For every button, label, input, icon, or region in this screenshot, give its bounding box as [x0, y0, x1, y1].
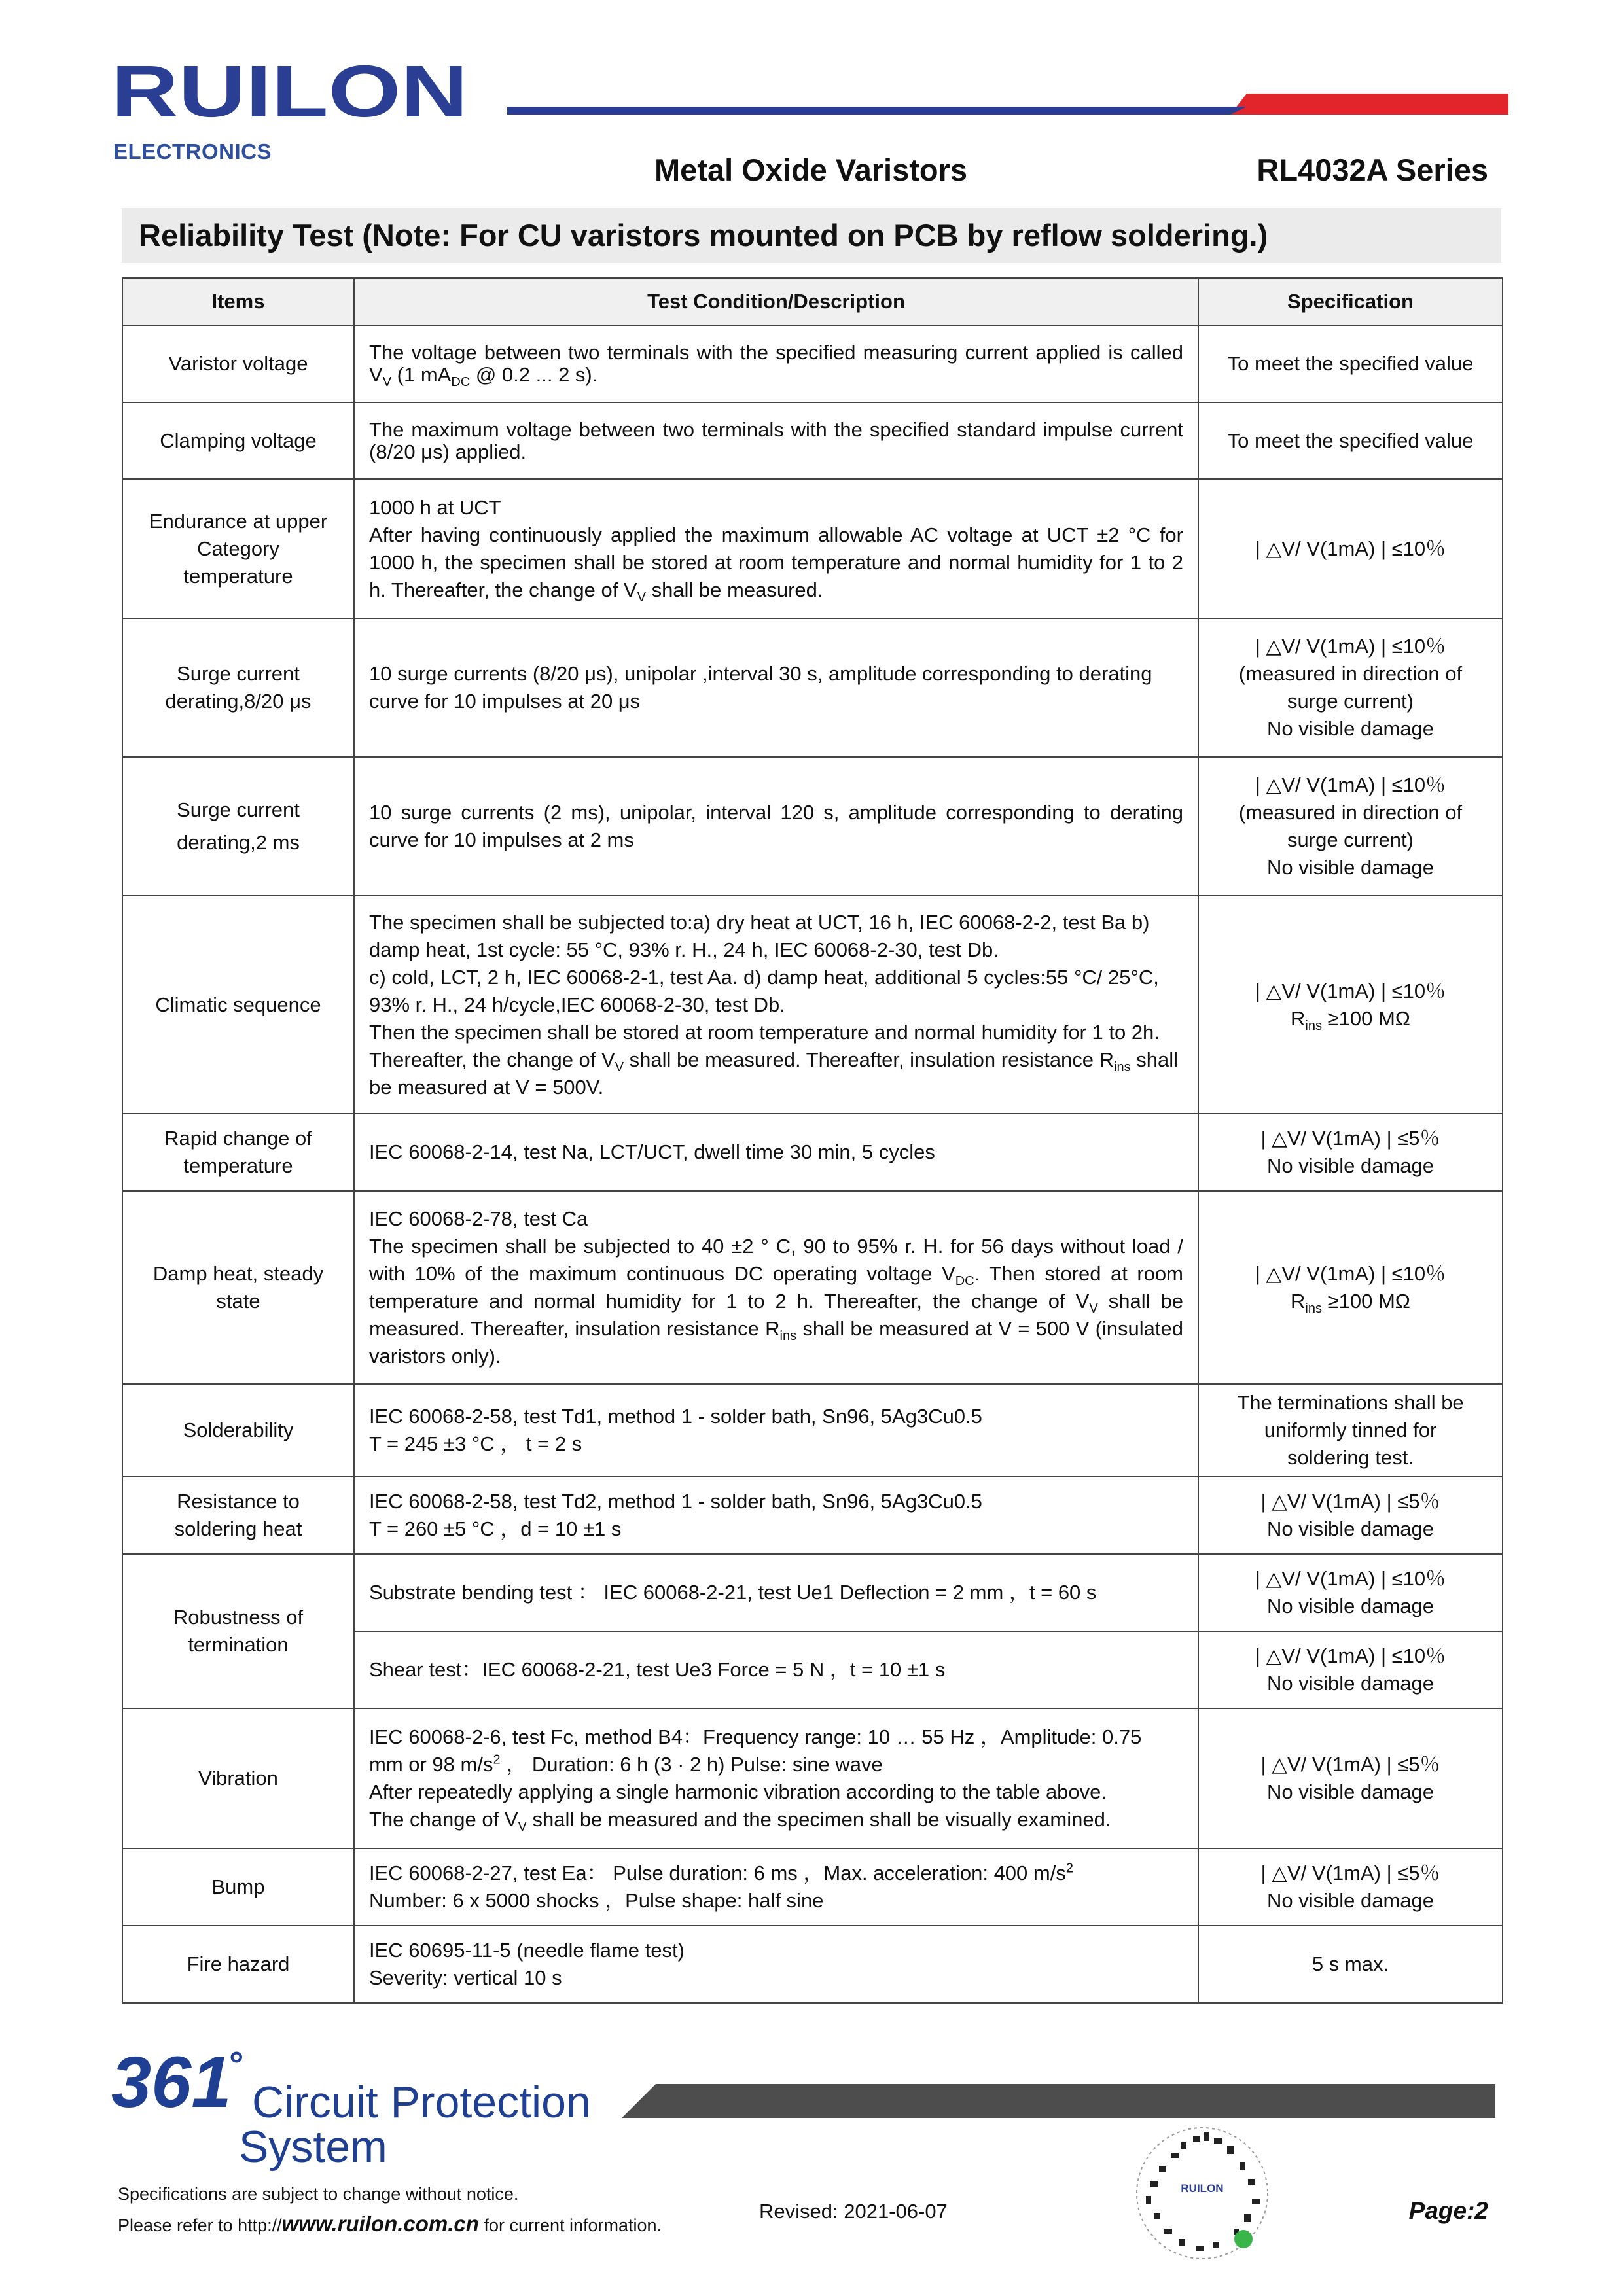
- header-stripe: [507, 94, 1508, 121]
- table-row: [122, 1708, 1503, 1848]
- table-row: [122, 757, 1503, 896]
- row-item: Endurance at upper Category temperature: [122, 479, 354, 618]
- table-row: [122, 1114, 1503, 1191]
- row-item: Climatic sequence: [122, 896, 354, 1114]
- table-row: [122, 1384, 1503, 1477]
- row-spec: | △V/ V(1mA) | ≤5％ No visible damage: [1198, 1114, 1503, 1191]
- row-spec: 5 s max.: [1198, 1926, 1503, 2003]
- row-spec: To meet the specified value: [1198, 402, 1503, 479]
- row-condition: 10 surge currents (2 ms), unipolar, interval 120 s, amplitude corresponding to derating curve for 10 impulses at 2 ms: [354, 757, 1198, 896]
- svg-text:System: System: [239, 2122, 387, 2171]
- row-item: Bump: [122, 1848, 354, 1926]
- row-spec: | △V/ V(1mA) | ≤5％ No visible damage: [1198, 1708, 1503, 1848]
- row-item: Resistance to soldering heat: [122, 1477, 354, 1554]
- row-condition: IEC 60068-2-14, test Na, LCT/UCT, dwell time 30 min, 5 cycles: [354, 1114, 1198, 1191]
- row-condition: IEC 60068-2-78, test Ca The specimen shall be subjected to 40 ±2 ° C, 90 to 95% r. H. for 56 days without load / with 10% of the maximum continuous DC operating voltage $V_{DC}$. Then stored at room temperature and normal humidity for 1 to 2 h. Thereafter, the change of $V_V$ shall be measured. Thereafter, insulation resistance $R_{ins}$ shall be measured at V = 500 V (insulated varistors only).: [354, 1191, 1198, 1384]
- table-row: [122, 896, 1503, 1114]
- svg-text:RUILON: RUILON: [1181, 2182, 1224, 2195]
- revision-date: Revised: 2021-06-07: [759, 2200, 948, 2223]
- qr-code[interactable]: [1135, 2127, 1270, 2261]
- footer-stripe: [622, 2084, 1495, 2118]
- disclaimer-note: Specifications are subject to change without notice.: [118, 2184, 519, 2204]
- table-row: [122, 618, 1503, 757]
- document-title: Metal Oxide Varistors: [654, 152, 968, 187]
- row-condition: IEC 60068-2-27, test Ea： Pulse duration: 6 ms ，Max. acceleration: 400 $m/s^2$ Number: 6 x 5000 shocks ，Pulse shape: half sine: [354, 1848, 1198, 1926]
- row-condition: IEC 60068-2-58, test Td2, method 1 - solder bath, Sn96, 5Ag3Cu0.5 T = 260 ±5 °C ，d = 10 ±1 s: [354, 1477, 1198, 1554]
- row-spec: | △V/ V(1mA) | ≤10％ (measured in direction of surge current) No visible damage: [1198, 757, 1503, 896]
- svg-text:Circuit Protection: Circuit Protection: [252, 2077, 591, 2127]
- website-note: Please refer to http://www.ruilon.com.cn for current information.: [118, 2212, 662, 2236]
- row-condition: 10 surge currents (8/20 μs), unipolar ,interval 30 s, amplitude corresponding to derating curve for 10 impulses at 20 μs: [354, 618, 1198, 757]
- row-spec: The terminations shall be uniformly tinned for soldering test.: [1198, 1384, 1503, 1477]
- row-condition: The specimen shall be subjected to:a) dry heat at UCT, 16 h, IEC 60068-2-2, test Ba b) damp heat, 1st cycle: 55 °C, 93% r. H., 24 h, IEC 60068-2-30, test Db. c) cold, LCT, 2 h, IEC 60068-2-1, test Aa. d) damp heat, additional 5 cycles:55 °C/ 25°C, 93% r. H., 24 h/cycle,IEC 60068-2-30, test Db. Then the specimen shall be stored at room temperature and normal humidity for 1 to 2h. Thereafter, the change of $V_V$ shall be measured. Thereafter, insulation resistance $R_{ins}$ shall be measured at V = 500V.: [354, 896, 1198, 1114]
- row-item: Rapid change of temperature: [122, 1114, 354, 1191]
- table-row: [122, 1191, 1503, 1384]
- circuit-protection-system-logo: [111, 2047, 609, 2171]
- page-number: Page:2: [1408, 2197, 1488, 2224]
- row-condition: IEC 60068-2-6, test Fc, method B4：Frequency range: 10 … 55 Hz ，Amplitude: 0.75 mm or 98 $m/s^2$ ， Duration: 6 h (3 · 2 h) Pulse: sine wave After repeatedly applying a single harmonic vibration according to the table above. The change of $V_V$ shall be measured and the specimen shall be visually examined.: [354, 1708, 1198, 1848]
- row-item: Damp heat, steady state: [122, 1191, 354, 1384]
- svg-text:°: °: [229, 2047, 244, 2085]
- row-spec: | △V/ V(1mA) | ≤10％ $R_{ins} \ge 100$ MΩ: [1198, 896, 1503, 1114]
- row-item: Solderability: [122, 1384, 354, 1477]
- row-item: Surge current derating,2 ms: [122, 757, 354, 896]
- header-specification: Specification: [1198, 278, 1503, 325]
- row-item: Clamping voltage: [122, 402, 354, 479]
- table-row: [122, 479, 1503, 618]
- row-item: Vibration: [122, 1708, 354, 1848]
- row-spec: | △V/ V(1mA) | ≤10％ No visible damage: [1198, 1631, 1503, 1708]
- row-item: Varistor voltage: [122, 325, 354, 402]
- header-condition: Test Condition/Description: [354, 278, 1198, 325]
- table-row: [122, 325, 1503, 402]
- table-row: [122, 1477, 1503, 1554]
- row-condition: IEC 60068-2-58, test Td1, method 1 - solder bath, Sn96, 5Ag3Cu0.5 T = 245 ±3 °C ， t = 2 s: [354, 1384, 1198, 1477]
- row-spec: | △V/ V(1mA) | ≤10％ (measured in direction of surge current) No visible damage: [1198, 618, 1503, 757]
- table-row: [122, 1926, 1503, 2003]
- row-condition: The voltage between two terminals with the specified measuring current applied is called $V_V$ (1 $mA_{DC}$ @ 0.2 ... 2 s).: [354, 325, 1198, 402]
- row-condition: Shear test：IEC 60068-2-21, test Ue3 Force = 5 N ，t = 10 ±1 s: [354, 1631, 1198, 1708]
- table-row: [122, 402, 1503, 479]
- header-items: Items: [122, 278, 354, 325]
- table-row: [122, 1554, 1503, 1631]
- table-row: [122, 1848, 1503, 1926]
- row-spec: | △V/ V(1mA) | ≤5％ No visible damage: [1198, 1477, 1503, 1554]
- row-condition: The maximum voltage between two terminals with the specified standard impulse current (8/20 μs) applied.: [354, 402, 1198, 479]
- svg-text:RUILON: RUILON: [111, 59, 468, 124]
- row-spec: | △V/ V(1mA) | ≤10％ No visible damage: [1198, 1554, 1503, 1631]
- section-title: Reliability Test (Note: For CU varistors mounted on PCB by reflow soldering.): [139, 218, 1268, 253]
- row-item: Robustness of termination: [122, 1554, 354, 1708]
- website-link[interactable]: www.ruilon.com.cn: [281, 2212, 479, 2236]
- row-condition: Substrate bending test ： IEC 60068-2-21, test Ue1 Deflection = 2 mm ，t = 60 s: [354, 1554, 1198, 1631]
- series-name: RL4032A Series: [1257, 152, 1488, 187]
- row-condition: IEC 60695-11-5 (needle flame test) Severity: vertical 10 s: [354, 1926, 1198, 2003]
- reliability-table: [122, 277, 1503, 2004]
- ruilon-logo: [111, 59, 468, 124]
- row-item: Surge current derating,8/20 μs: [122, 618, 354, 757]
- row-spec: To meet the specified value: [1198, 325, 1503, 402]
- row-condition: 1000 h at UCT After having continuously applied the maximum allowable AC voltage at UCT ±2 °C for 1000 h, the specimen shall be stored at room temperature and normal humidity for 1 to 2 h. Thereafter, the change of $V_V$ shall be measured.: [354, 479, 1198, 618]
- table-header-row: [122, 278, 1503, 325]
- row-spec: | △V/ V(1mA) | ≤10％: [1198, 479, 1503, 618]
- row-spec: | △V/ V(1mA) | ≤10％ $R_{ins} \ge 100$ MΩ: [1198, 1191, 1503, 1384]
- logo-subtitle: ELECTRONICS: [113, 139, 272, 164]
- svg-text:361: 361: [111, 2047, 232, 2123]
- row-item: Fire hazard: [122, 1926, 354, 2003]
- row-spec: | △V/ V(1mA) | ≤5％ No visible damage: [1198, 1848, 1503, 1926]
